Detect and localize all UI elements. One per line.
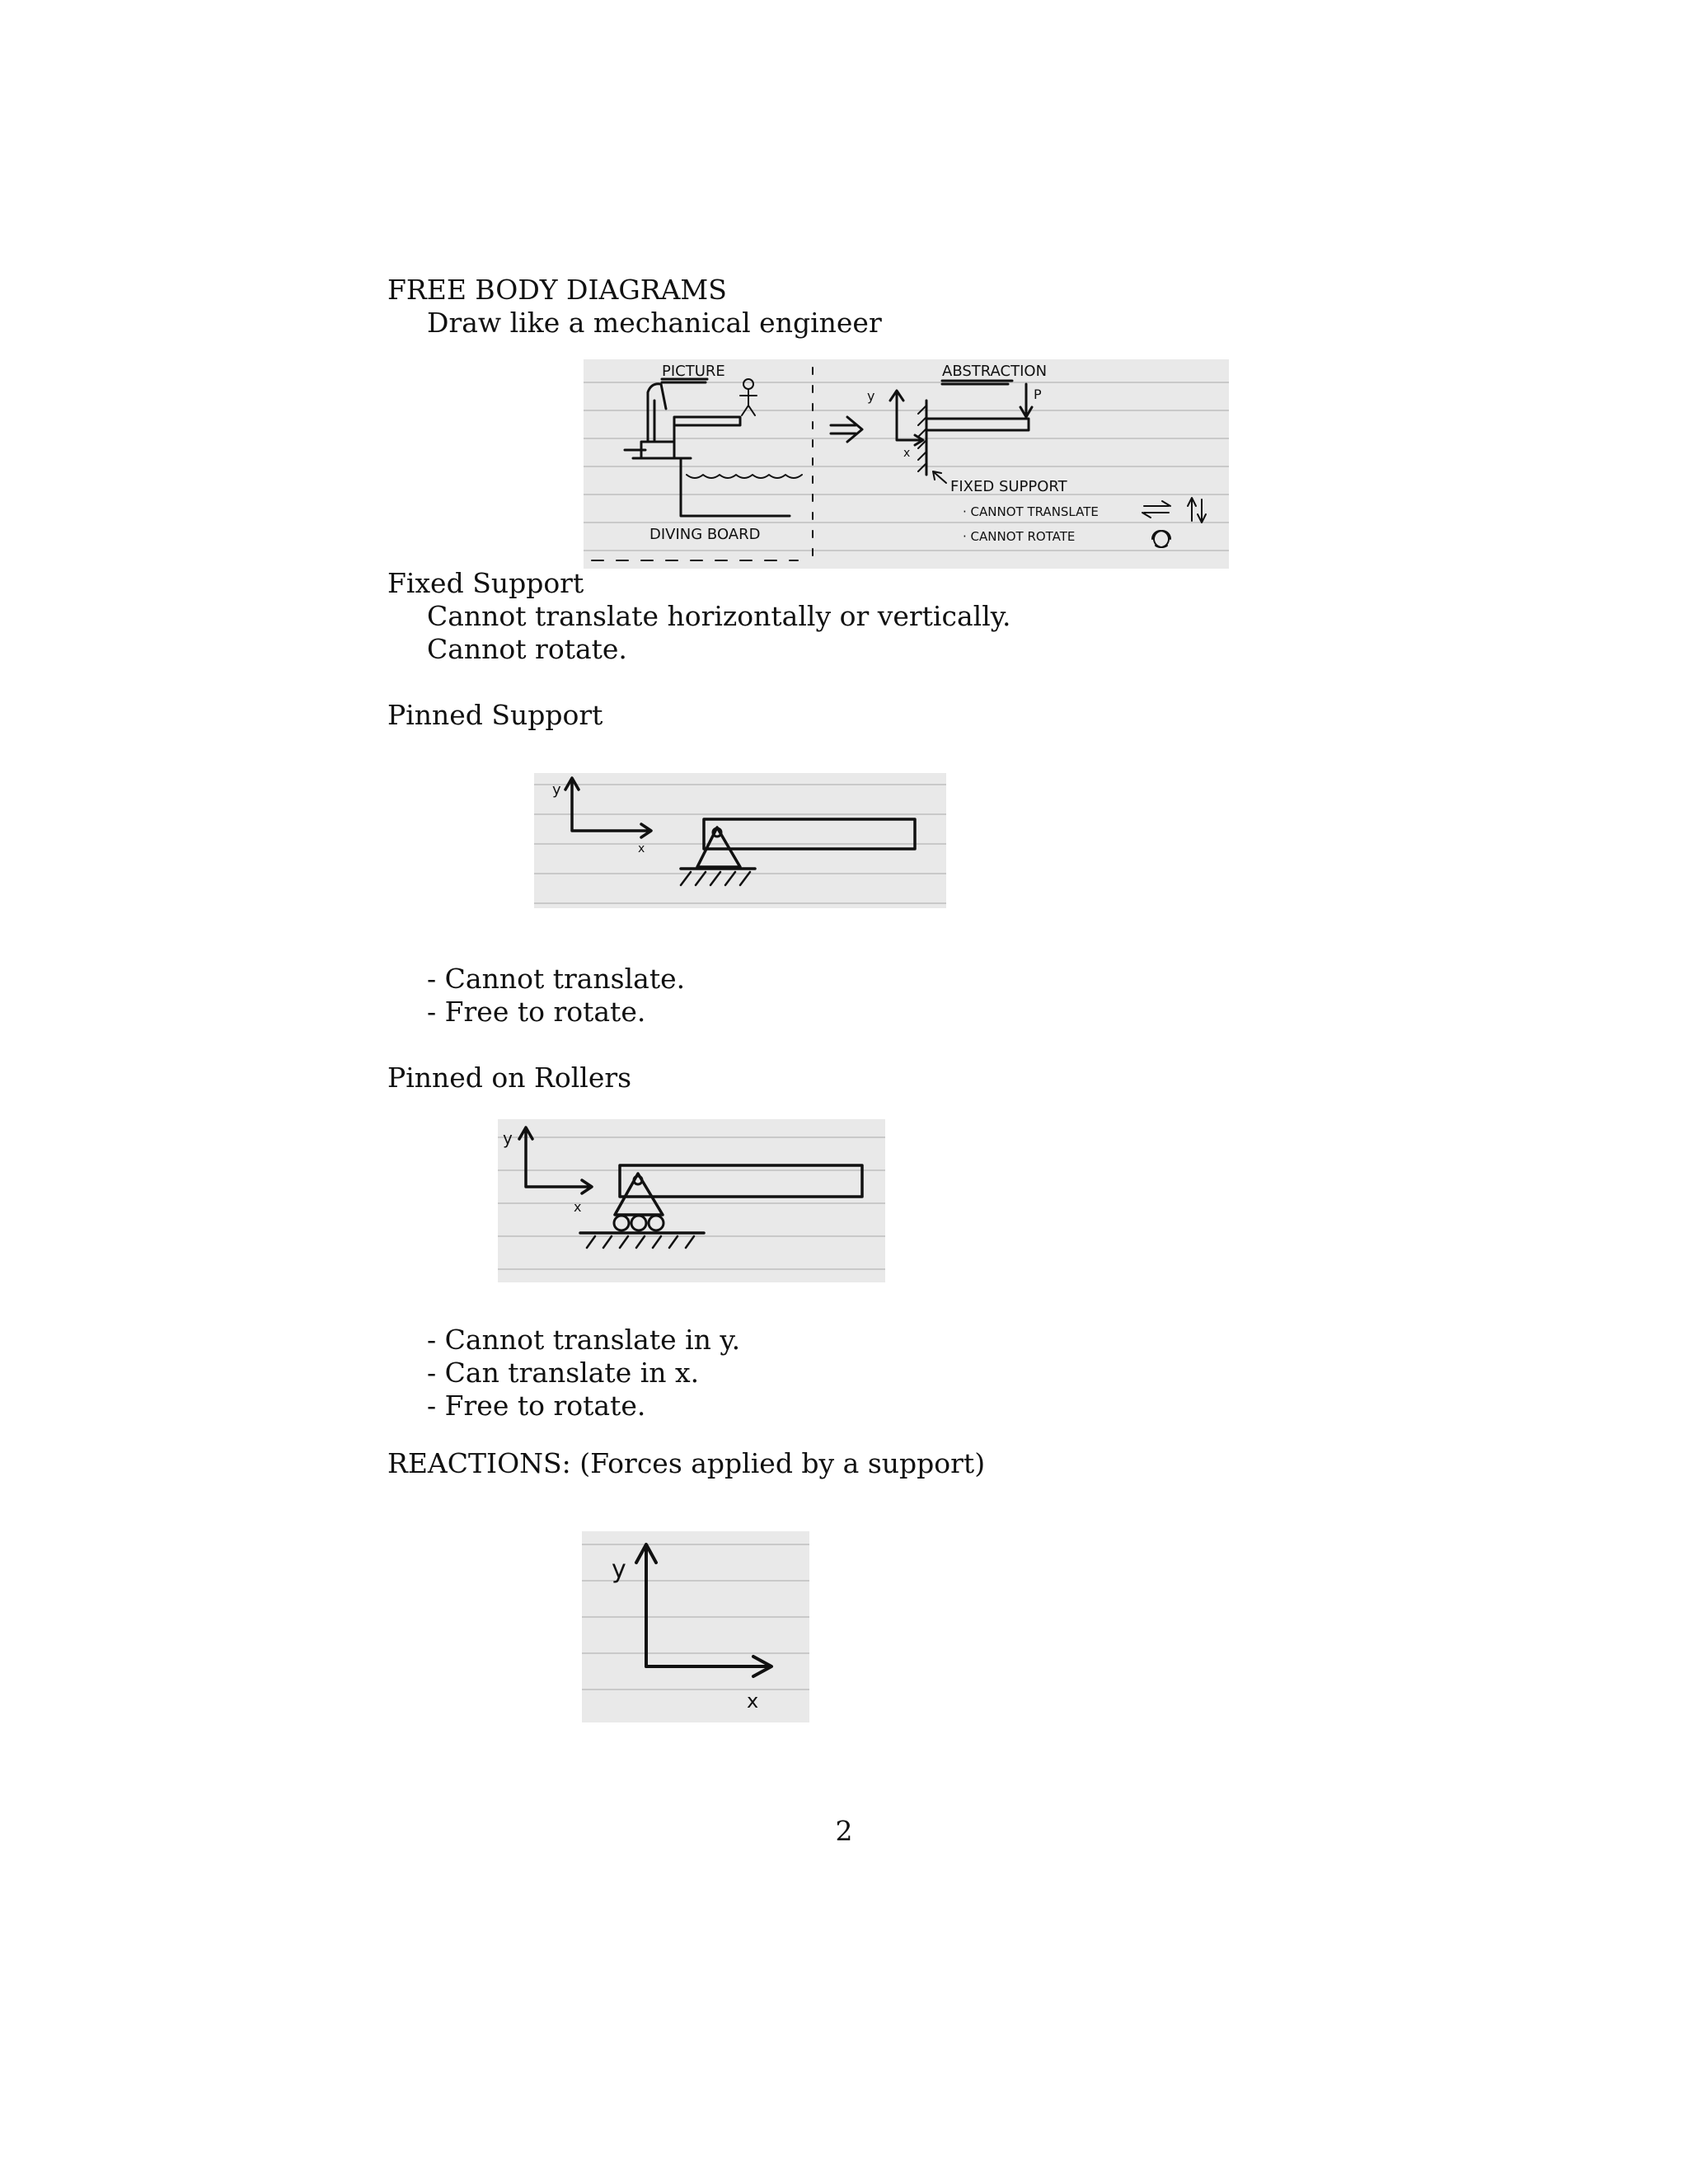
picture-label: PICTURE: [662, 363, 725, 380]
diving-board-caption: DIVING BOARD: [649, 526, 761, 543]
pin-joint: [713, 828, 721, 837]
updown-arrows-icon: [1188, 498, 1206, 523]
axis-y-label: y: [503, 1128, 513, 1148]
picture-underline: [662, 379, 707, 382]
rollers-svg: [498, 1119, 885, 1282]
subtitle: Draw like a mechanical engineer: [427, 307, 882, 339]
axis-y-label: y: [552, 781, 561, 799]
pin-triangle: [615, 1174, 663, 1215]
diving-board-sketch: [584, 359, 1229, 569]
diving-board-svg: [584, 359, 1229, 569]
load-label: P: [1034, 387, 1042, 402]
rollers-title: Pinned on Rollers: [387, 1062, 632, 1094]
fixed-support-label: FIXED SUPPORT: [950, 478, 1067, 495]
abstraction-label: ABSTRACTION: [942, 363, 1048, 380]
fixed-support-title: Fixed Support: [387, 567, 584, 599]
person-head: [743, 379, 753, 389]
person-icon: [740, 389, 757, 415]
rotate-arrows-icon: [1152, 531, 1170, 547]
axes-icon: [565, 778, 651, 837]
rollers-bullet-2: - Can translate in x.: [427, 1357, 700, 1389]
pinned-support-svg: [534, 773, 946, 908]
translate-arrows-icon: [1142, 501, 1170, 518]
reactions-svg: [582, 1531, 809, 1722]
rollers-bullet-1: - Cannot translate in y.: [427, 1324, 741, 1356]
axis-x-label: x: [903, 447, 911, 460]
roller-2: [631, 1216, 646, 1230]
fixed-support-line-1: Cannot translate horizontally or vertically.: [427, 600, 1011, 632]
roller-1: [614, 1216, 629, 1230]
y-axis-arrow-icon: [636, 1544, 656, 1666]
pinned-bullet-1: - Cannot translate.: [427, 963, 686, 995]
pinned-bullet-2: - Free to rotate.: [427, 996, 646, 1028]
ground-hatching: [587, 1236, 694, 1248]
ladder-icon: [648, 384, 666, 442]
fixed-support-line-2: Cannot rotate.: [427, 633, 627, 665]
note-cannot-translate: · CANNOT TRANSLATE: [963, 504, 1099, 519]
note-cannot-rotate: · CANNOT ROTATE: [963, 529, 1076, 544]
pointer-arrow-icon: [933, 471, 946, 483]
load-arrow-icon: [1020, 384, 1032, 417]
rollers-sketch: [498, 1119, 885, 1282]
page-number: 2: [835, 1815, 853, 1847]
pinned-support-sketch: [534, 773, 946, 908]
rollers-bullet-3: - Free to rotate.: [427, 1390, 646, 1422]
pin-joint: [634, 1176, 642, 1184]
reactions-title: REACTIONS: (Forces applied by a support): [387, 1447, 986, 1479]
axis-y-label: y: [867, 388, 875, 404]
beam: [926, 419, 1029, 430]
roller-3: [649, 1216, 663, 1230]
axis-x-label: x: [574, 1199, 582, 1215]
axis-x-label: x: [638, 842, 645, 855]
water-waves: [687, 475, 802, 478]
pinned-support-title: Pinned Support: [387, 699, 603, 731]
reactions-axes-sketch: [582, 1531, 809, 1722]
axis-y-label: y: [612, 1555, 626, 1584]
axis-x-label: x: [747, 1690, 759, 1713]
page-title: FREE BODY DIAGRAMS: [387, 274, 727, 306]
notebook-lines: [498, 1137, 885, 1269]
x-axis-arrow-icon: [646, 1657, 771, 1676]
